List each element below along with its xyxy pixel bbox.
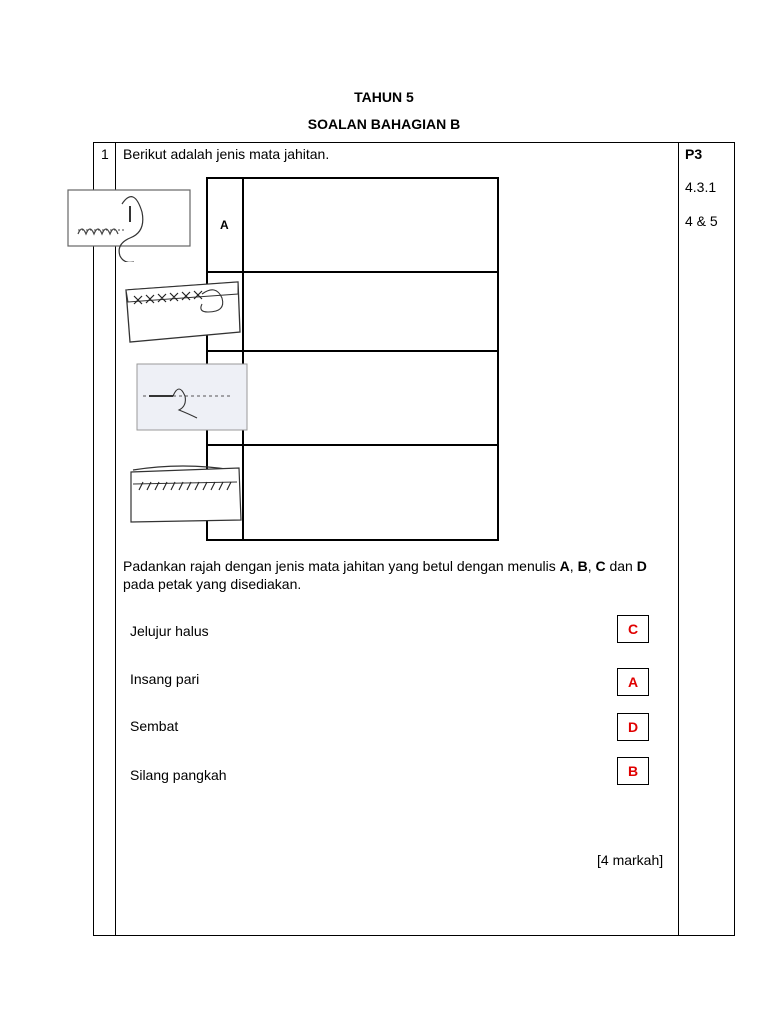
instruction-part: Padankan rajah dengan jenis mata jahitan yang betul dengan menulis: [123, 558, 560, 574]
level-label: P3: [685, 146, 703, 162]
grid-label-a: A: [220, 218, 229, 232]
instruction-part: ,: [587, 558, 596, 574]
letter-a: A: [559, 558, 570, 574]
instruction-text: [123, 557, 663, 593]
answer-box[interactable]: B: [617, 757, 649, 785]
question-number: 1: [101, 146, 109, 162]
instruction-part: pada petak yang disediakan.: [123, 576, 302, 592]
letter-d: D: [636, 558, 647, 574]
hemming-stitch-illustration: [127, 462, 245, 526]
question-intro: Berikut adalah jenis mata jahitan.: [123, 146, 330, 162]
skills-label: 4 & 5: [685, 213, 718, 229]
blanket-stitch-illustration: [64, 186, 194, 262]
grid-row-line-3: [206, 444, 499, 446]
stitch-grid: [206, 177, 499, 541]
instruction-part: dan: [605, 558, 637, 574]
grid-row-line-1: [206, 271, 499, 273]
item-label: Jelujur halus: [130, 623, 209, 639]
item-label: Sembat: [130, 718, 179, 734]
standard-label: 4.3.1: [685, 179, 717, 195]
year-heading: TAHUN 5: [354, 89, 414, 105]
running-stitch-illustration: [135, 362, 251, 434]
grid-row-line-2: [206, 350, 499, 352]
marks-label: [4 markah]: [597, 852, 664, 868]
marks-column-divider: [678, 143, 679, 935]
instruction-part: ,: [569, 558, 578, 574]
answer-box[interactable]: C: [617, 615, 649, 643]
answer-box[interactable]: D: [617, 713, 649, 741]
letter-b: B: [577, 558, 588, 574]
item-label: Insang pari: [130, 671, 200, 687]
section-heading: SOALAN BAHAGIAN B: [307, 116, 461, 132]
cross-stitch-illustration: [122, 278, 244, 346]
item-label: Silang pangkah: [130, 767, 227, 783]
letter-c: C: [595, 558, 606, 574]
answer-box[interactable]: A: [617, 668, 649, 696]
